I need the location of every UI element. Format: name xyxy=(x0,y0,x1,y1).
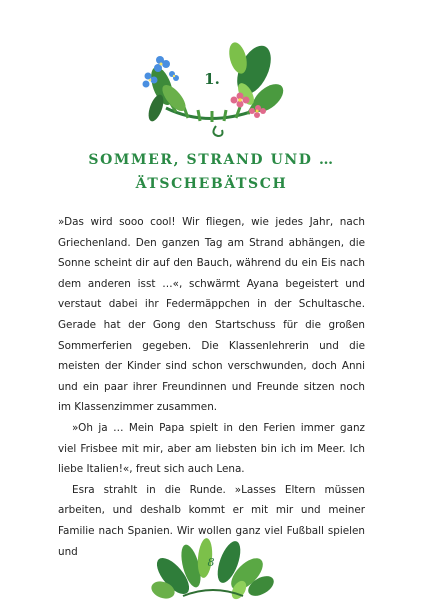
chapter-title-line-1: SOMMER, STRAND UND … xyxy=(88,152,335,168)
paragraph: »Oh ja … Mein Papa spielt in den Ferien immer ganz viel Frisbee mit mir, aber am liebsten bin ich im Meer. Ich liebe Italien!«, freut sich auch Lena. xyxy=(58,421,365,476)
chapter-title-line-2: ÄTSCHEBÄTSCH xyxy=(135,176,288,192)
body-text xyxy=(58,212,365,562)
chapter-title xyxy=(40,148,383,196)
leaf-flower-wreath-icon xyxy=(136,38,286,138)
page-number: 8 xyxy=(207,556,215,569)
chapter-number: 1. xyxy=(204,70,220,88)
paragraph: »Das wird sooo cool! Wir fliegen, wie jedes Jahr, nach Griechenland. Den ganzen Tag am Strand abhängen, die Sonne scheint dir auf den Bauch, während du ein Eis nach dem anderen isst …«, schwärmt Ayana begeistert und verstaut dabei ihr Federmäppchen in der Schultasche. Gerade hat der Gong den Startschuss für die großen Sommerferien gegeben. Die Klassenlehrerin und die meisten der Kinder sind schon verschwunden, doch Anni und ein paar ihrer Freundinnen und Freunde sitzen noch im Klassenzimmer zusammen. xyxy=(58,216,365,414)
paragraph: Esra strahlt in die Runde. »Lasses Eltern müssen arbeiten, und deshalb kommt er mit mir und meiner Familie nach Spanien. Wir wollen ganz viel Fußball spielen und xyxy=(58,483,365,558)
